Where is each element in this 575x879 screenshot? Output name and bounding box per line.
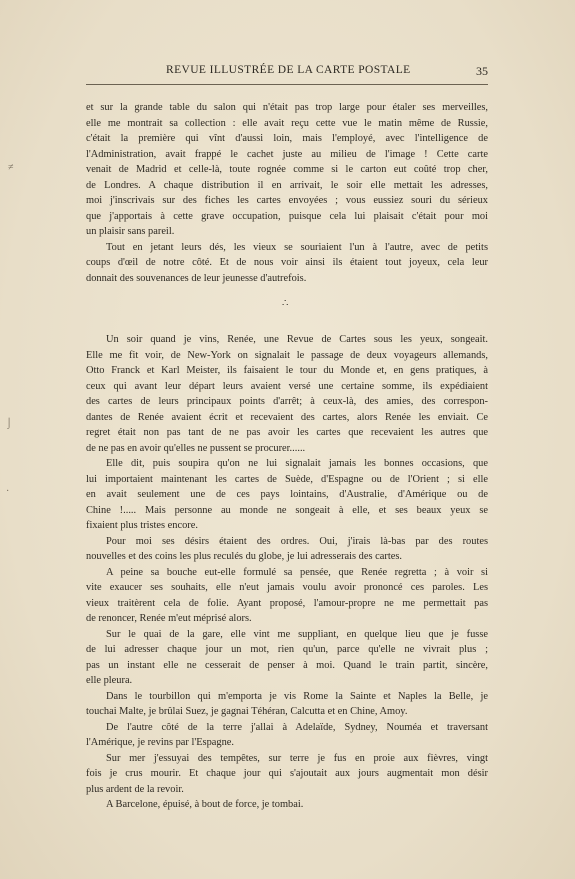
paragraph xyxy=(86,720,488,751)
page-header xyxy=(86,64,488,80)
text-line: regret était non pas tant de ne pas avoir les cartes que recevaient les autres que xyxy=(86,427,488,438)
paragraph xyxy=(86,751,488,798)
text-line: Un soir quand je vins, Renée, une Revue de Cartes sous les yeux, songeait. xyxy=(106,334,488,345)
text-line: A peine sa bouche eut-elle formulé sa pensée, que Renée regretta ; à voir si xyxy=(106,566,488,578)
text-line: elle pleura. xyxy=(86,675,133,686)
paragraph xyxy=(86,565,488,627)
paragraph xyxy=(86,627,488,689)
margin-mark: ⌡ xyxy=(6,418,13,429)
text-line: de Londres. A chaque distribution il en arrivait, le soir elle mettait les adresses, xyxy=(86,179,488,191)
text-line: elle me montrait sa collection : elle avait reçu cette vue le matin même de Russie, xyxy=(86,117,488,129)
text-line: Sur le quai de la gare, elle vint me suppliant, en quelque lieu que je fusse xyxy=(106,628,488,640)
paragraph xyxy=(86,332,488,456)
text-line: pas un instant elle ne cesserait de penser à moi. Quand le train partit, sincère, xyxy=(86,659,488,671)
text-line: en avait seulement une de ces pays lointains, d'Australie, d'Amérique ou de xyxy=(86,489,488,500)
text-line: De l'autre côté de la terre j'allai à Adelaïde, Sydney, Nouméa et traversant xyxy=(106,721,488,733)
paragraph xyxy=(86,100,488,240)
page-number: 35 xyxy=(476,64,488,78)
paragraph xyxy=(86,240,488,287)
text-line: dantes de Renée avaient écrit et recevaient des cartes, alors Renée les enviait. Ce xyxy=(86,411,488,423)
text-line: c'était la première qui vînt d'aussi loin, mais l'employé, avec l'intelligence de xyxy=(86,133,488,144)
text-line: vite exaucer ses souhaits, elle n'eut jamais voulu avoir prononcé ces paroles. Les xyxy=(86,582,488,593)
text-line: vieux traitèrent cela de folie. Ayant proposé, l'amour-propre ne me permettait pas xyxy=(86,597,488,609)
text-line: de lui adresser chaque jour un mot, rien qu'un, parce qu'elle ne vivrait plus ; xyxy=(86,644,488,655)
asterism: ∴ xyxy=(282,298,289,309)
header-rule xyxy=(86,84,488,85)
text-line: Dans le tourbillon qui m'emporta je vis Rome la Sainte et Naples la Belle, je xyxy=(106,690,488,702)
paragraph xyxy=(86,797,488,813)
text-line: nouvelles et des coins les plus reculés du globe, je lui adresserais des cartes. xyxy=(86,551,402,562)
text-line: que j'apportais à cette grave occupation, puisque cela lui plaisait c'était pour moi xyxy=(86,210,488,222)
text-line: fois je crus mourir. Et chaque jour qui s'ajoutait aux jours augmentait mon désir xyxy=(86,768,488,779)
text-line: et sur la grande table du salon qui n'était pas trop large pour étaler ses merveilles, xyxy=(86,102,488,113)
text-line: plus ardent de la revoir. xyxy=(86,783,184,795)
text-line: A Barcelone, épuisé, à bout de force, je tombai. xyxy=(106,799,304,810)
text-line: donnait des souvenances de leur jeunesse d'autrefois. xyxy=(86,272,307,284)
text-line: Elle me fit voir, de New-York on signalait le passage de deux voyageurs allemands, xyxy=(86,349,488,361)
text-line: de renoncer, Renée m'eut méprisé alors. xyxy=(86,613,252,624)
text-line: Tout en jetant leurs dés, les vieux se souriaient l'un à l'autre, avec de petits xyxy=(106,241,488,253)
section-break xyxy=(86,286,488,332)
running-title: REVUE ILLUSTRÉE DE LA CARTE POSTALE xyxy=(166,64,411,76)
text-line: lui importaient maintenant les cartes de Suède, d'Espagne ou de l'Orient ; si elle xyxy=(86,473,488,485)
text-line: Otto Franck et Karl Meister, ils faisaient le tour du Monde et, en gens pratiques, à xyxy=(86,365,488,376)
text-line: de ne pas en avoir qu'elles ne pussent se procurer...... xyxy=(86,442,306,454)
paragraph xyxy=(86,456,488,534)
text-line: venait de Madrid et celle-là, toute rognée comme si le carton eut coûté trop cher, xyxy=(86,164,488,175)
text-line: Chine !..... Mais personne au monde ne songeait à elle, et ses beaux yeux se xyxy=(86,504,488,516)
text-line: un plaisir sans pareil. xyxy=(86,226,175,237)
text-line: Sur mer j'essuyai des tempêtes, sur terre je fus en proie aux fièvres, vingt xyxy=(106,752,488,764)
text-line: coups d'œil de notre côté. Et de nous voir ainsi ils étaient tout joyeux, cela leur xyxy=(86,257,488,268)
text-line: fixaient plus tristes encore. xyxy=(86,520,198,531)
paragraph xyxy=(86,689,488,720)
margin-mark: · xyxy=(6,486,10,497)
text-line: touchai Malte, je brûlai Suez, je gagnai Téhéran, Calcutta et en Chine, Amoy. xyxy=(86,706,408,717)
text-line: moi j'inscrivais sur des fiches les cartes envoyées ; vous eussiez souri du sérieux xyxy=(86,195,488,206)
text-line: l'Amérique, je revins par l'Espagne. xyxy=(86,737,235,748)
text-line: Elle dit, puis soupira qu'on ne lui signalait jamais les bonnes occasions, que xyxy=(106,458,488,469)
article-body xyxy=(86,100,488,813)
text-line: ceux qui avant leur départ leurs avaient versé une certaine somme, ils expédiaient xyxy=(86,380,488,392)
text-line: Pour moi ses désirs étaient des ordres. Oui, j'irais là-bas par des routes xyxy=(106,535,488,547)
text-line: l'Administration, avait frappé le cachet juste au milieu de l'image ! Cette carte xyxy=(86,148,488,160)
margin-mark: ≠ xyxy=(8,162,14,173)
paragraph xyxy=(86,534,488,565)
text-line: des cartes de leurs principaux points d'arrêt; à ceux-là, des amies, des correspon- xyxy=(86,396,488,407)
